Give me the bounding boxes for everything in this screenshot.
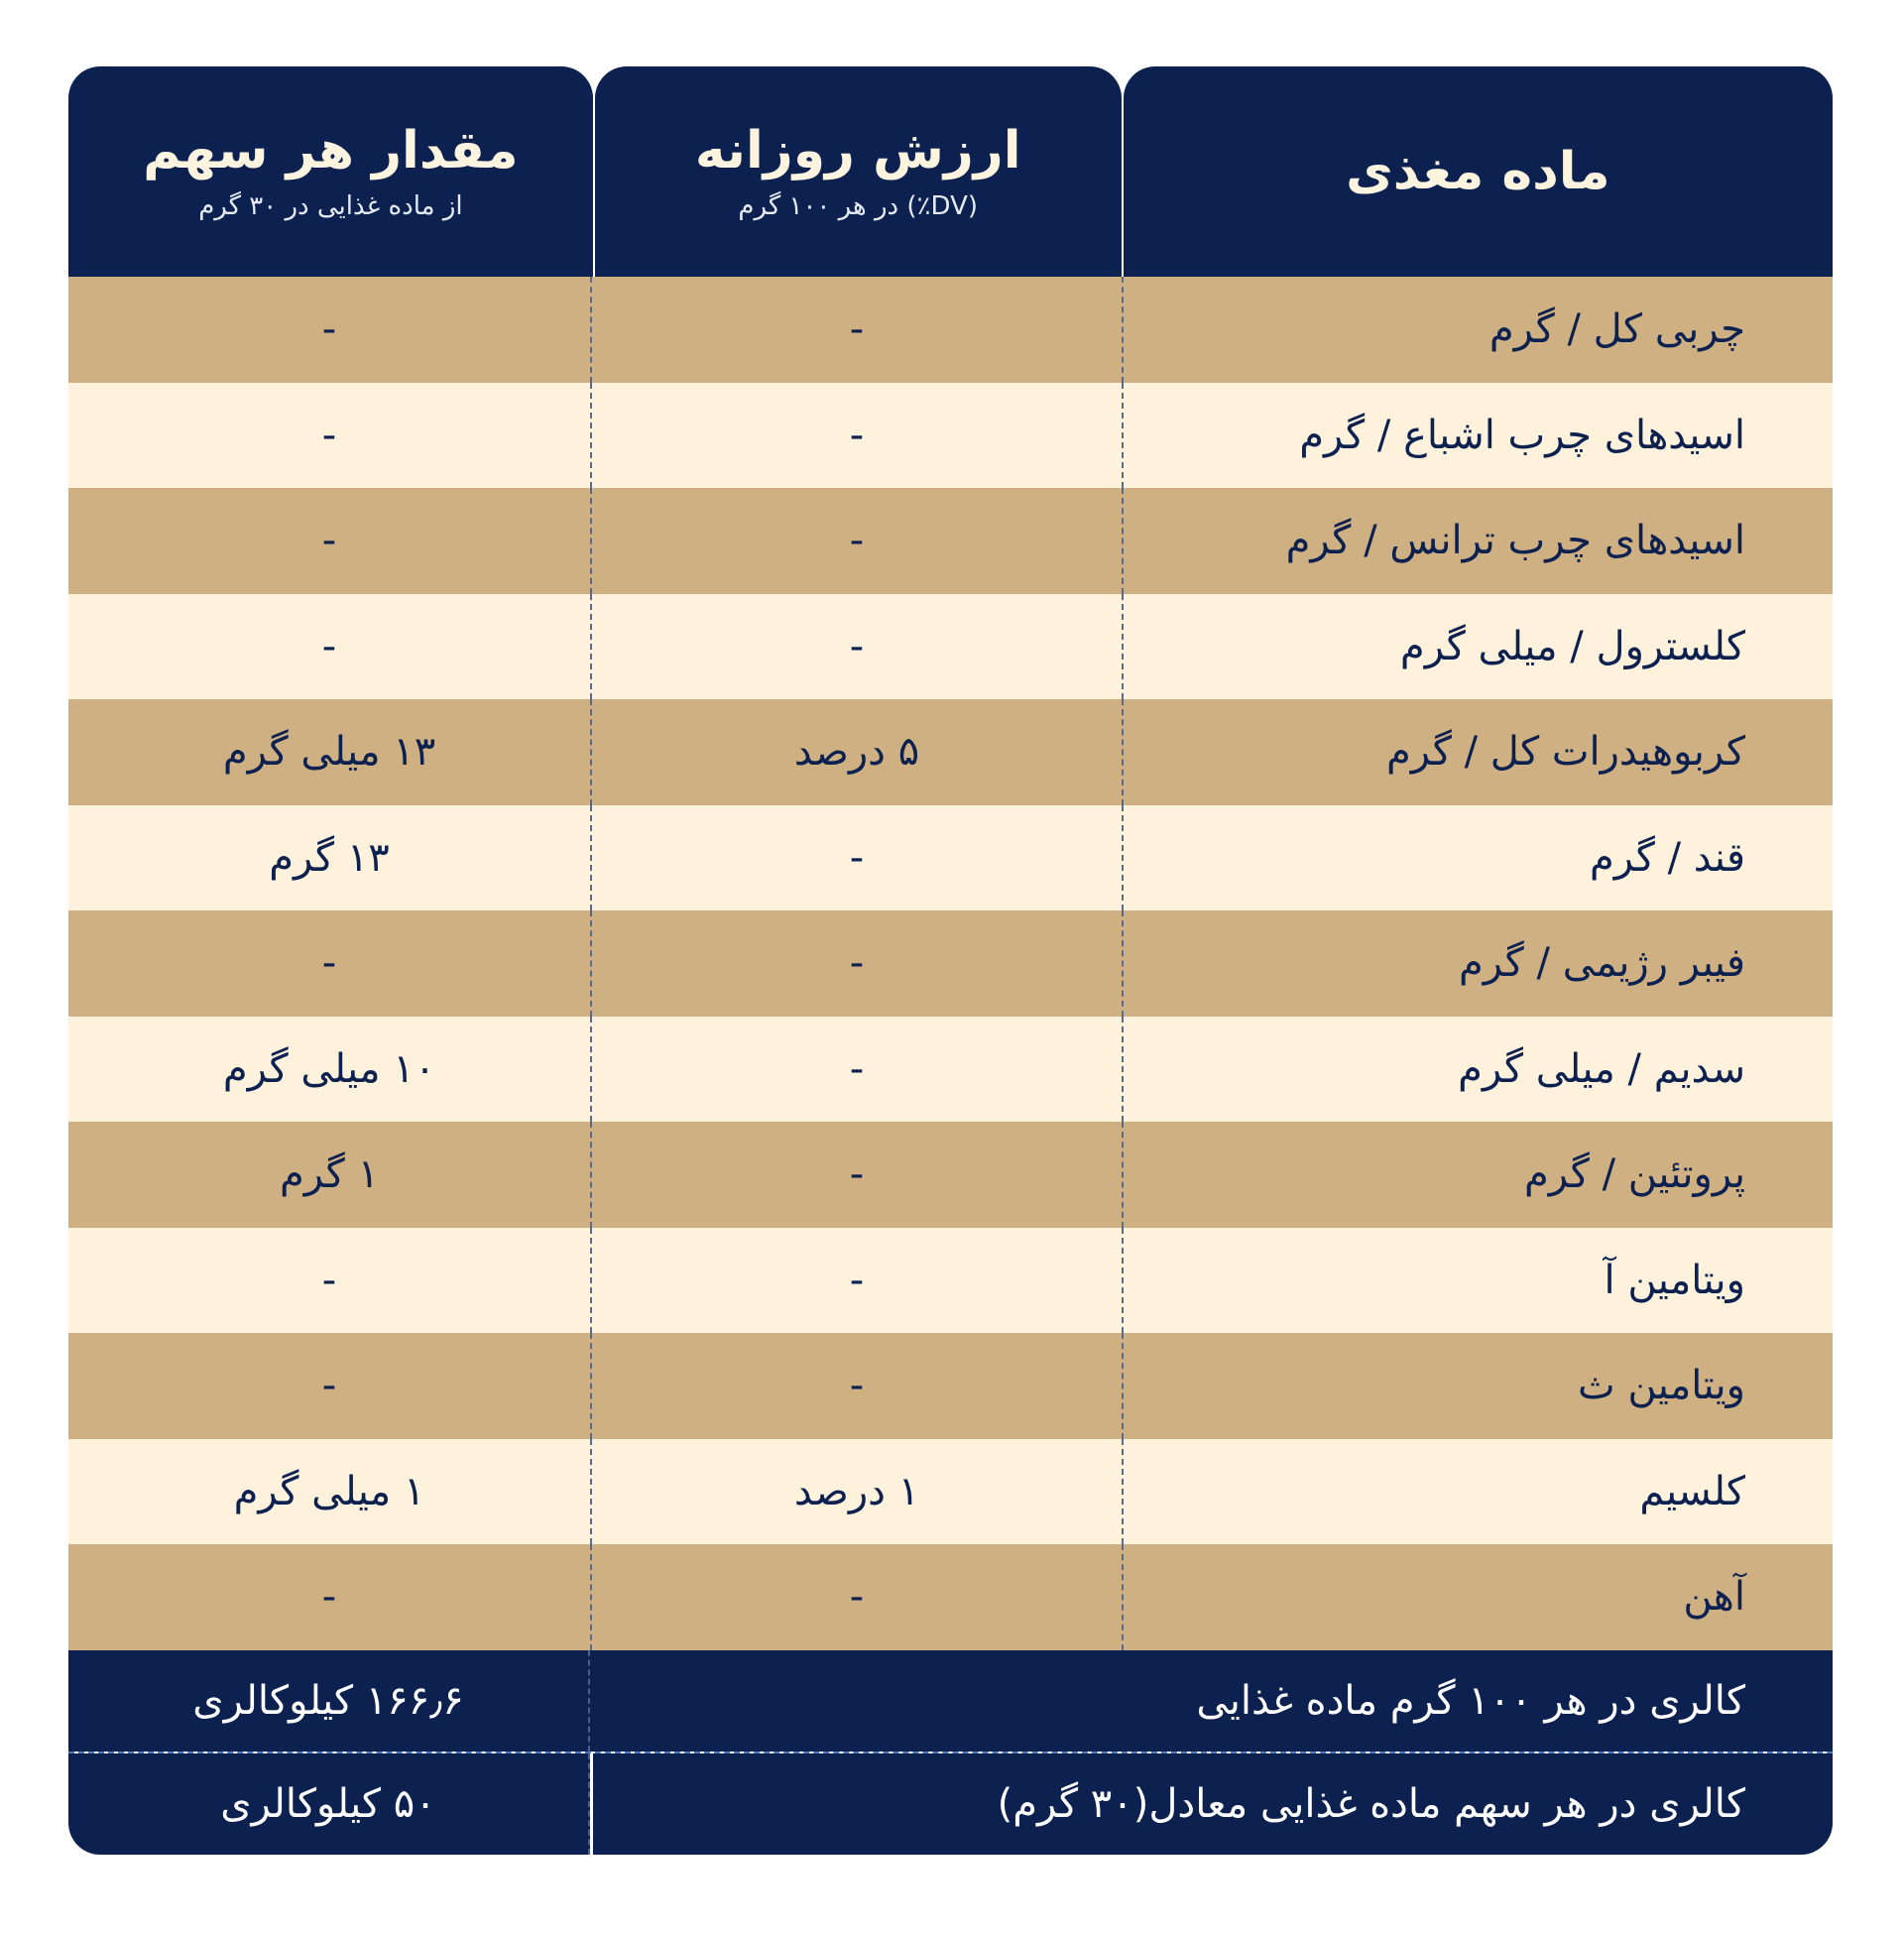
calories-per-100g-label: کالری در هر ۱۰۰ گرم ماده غذایی xyxy=(590,1650,1833,1752)
serving-column-subtitle: از ماده غذایی در ۳۰ گرم xyxy=(198,191,463,221)
daily-value-cell: - xyxy=(590,277,1122,383)
table-row xyxy=(68,1228,1833,1334)
nutrient-column-title: ماده مغذی xyxy=(1346,142,1610,201)
serving-amount-cell: ۱۰ میلی گرم xyxy=(222,1045,436,1092)
nutrient-name-cell: آهن xyxy=(1122,1544,1833,1650)
table-footer xyxy=(68,1650,1833,1855)
nutrient-name-cell: ویتامین آ xyxy=(1122,1228,1833,1334)
table-row xyxy=(68,488,1833,594)
daily-value-cell: - xyxy=(590,910,1122,1017)
serving-column-title: مقدار هر سهم xyxy=(143,121,519,181)
nutrient-name-cell: قند / گرم xyxy=(1122,805,1833,911)
serving-amount-cell: - xyxy=(321,306,337,353)
header-nutrient xyxy=(1124,66,1833,277)
table-row xyxy=(68,383,1833,489)
daily-value-cell: - xyxy=(590,1122,1122,1228)
nutrient-name-cell: چربی کل / گرم xyxy=(1122,277,1833,383)
serving-amount-cell: ۱ میلی گرم xyxy=(233,1468,425,1514)
nutrient-name-cell: اسیدهای چرب ترانس / گرم xyxy=(1122,488,1833,594)
nutrient-name-cell: سدیم / میلی گرم xyxy=(1122,1017,1833,1123)
serving-amount-cell: - xyxy=(321,1363,337,1409)
nutrient-name-cell: کلسترول / میلی گرم xyxy=(1122,594,1833,700)
nutrient-name-cell: کربوهیدرات کل / گرم xyxy=(1122,699,1833,805)
calories-per-serving-label: کالری در هر سهم ماده غذایی معادل(۳۰ گرم) xyxy=(593,1753,1833,1855)
serving-amount-cell: - xyxy=(321,623,337,669)
nutrient-name-cell: ویتامین ث xyxy=(1122,1333,1833,1439)
serving-amount-cell: - xyxy=(321,412,337,458)
nutrient-name-cell: کلسیم xyxy=(1122,1439,1833,1545)
daily-value-cell: - xyxy=(590,1228,1122,1334)
table-row xyxy=(68,277,1833,383)
header-serving xyxy=(68,66,593,277)
nutrient-name-cell: فیبر رژیمی / گرم xyxy=(1122,910,1833,1017)
table-row xyxy=(68,1122,1833,1228)
daily-value-column-subtitle: (DV٪) در هر ۱۰۰ گرم xyxy=(738,191,979,221)
serving-amount-cell: ۱۳ میلی گرم xyxy=(222,729,436,776)
table-header xyxy=(68,66,1833,277)
table-row xyxy=(68,910,1833,1017)
table-row xyxy=(68,1017,1833,1123)
nutrient-name-cell: اسیدهای چرب اشباع / گرم xyxy=(1122,383,1833,489)
header-daily-value xyxy=(595,66,1122,277)
table-row xyxy=(68,805,1833,911)
table-row xyxy=(68,1333,1833,1439)
calories-per-serving-row xyxy=(68,1753,1833,1855)
serving-amount-cell: ۱ گرم xyxy=(279,1151,380,1198)
daily-value-column-title: ارزش روزانه xyxy=(694,121,1021,181)
daily-value-cell: - xyxy=(590,383,1122,489)
daily-value-cell: - xyxy=(590,1017,1122,1123)
table-row xyxy=(68,594,1833,700)
daily-value-cell: - xyxy=(590,594,1122,700)
serving-amount-cell: ۱۳ گرم xyxy=(269,834,390,881)
serving-amount-cell: - xyxy=(321,940,337,987)
serving-amount-cell: - xyxy=(321,518,337,564)
daily-value-cell: - xyxy=(590,1333,1122,1439)
daily-value-cell: ۵ درصد xyxy=(590,699,1122,805)
serving-amount-cell: - xyxy=(321,1574,337,1621)
daily-value-cell: - xyxy=(590,805,1122,911)
daily-value-cell: - xyxy=(590,1544,1122,1650)
table-row xyxy=(68,1439,1833,1545)
daily-value-cell: ۱ درصد xyxy=(590,1439,1122,1545)
calories-per-100g-row xyxy=(68,1650,1833,1753)
table-row xyxy=(68,1544,1833,1650)
serving-amount-cell: - xyxy=(321,1257,337,1303)
calories-per-100g-value: ۱۶۶٫۶ کیلوکالری xyxy=(68,1650,590,1752)
nutrition-table xyxy=(68,66,1833,1855)
daily-value-cell: - xyxy=(590,488,1122,594)
calories-per-serving-value: ۵۰ کیلوکالری xyxy=(68,1753,590,1855)
nutrient-name-cell: پروتئین / گرم xyxy=(1122,1122,1833,1228)
table-body xyxy=(68,277,1833,1650)
table-row xyxy=(68,699,1833,805)
